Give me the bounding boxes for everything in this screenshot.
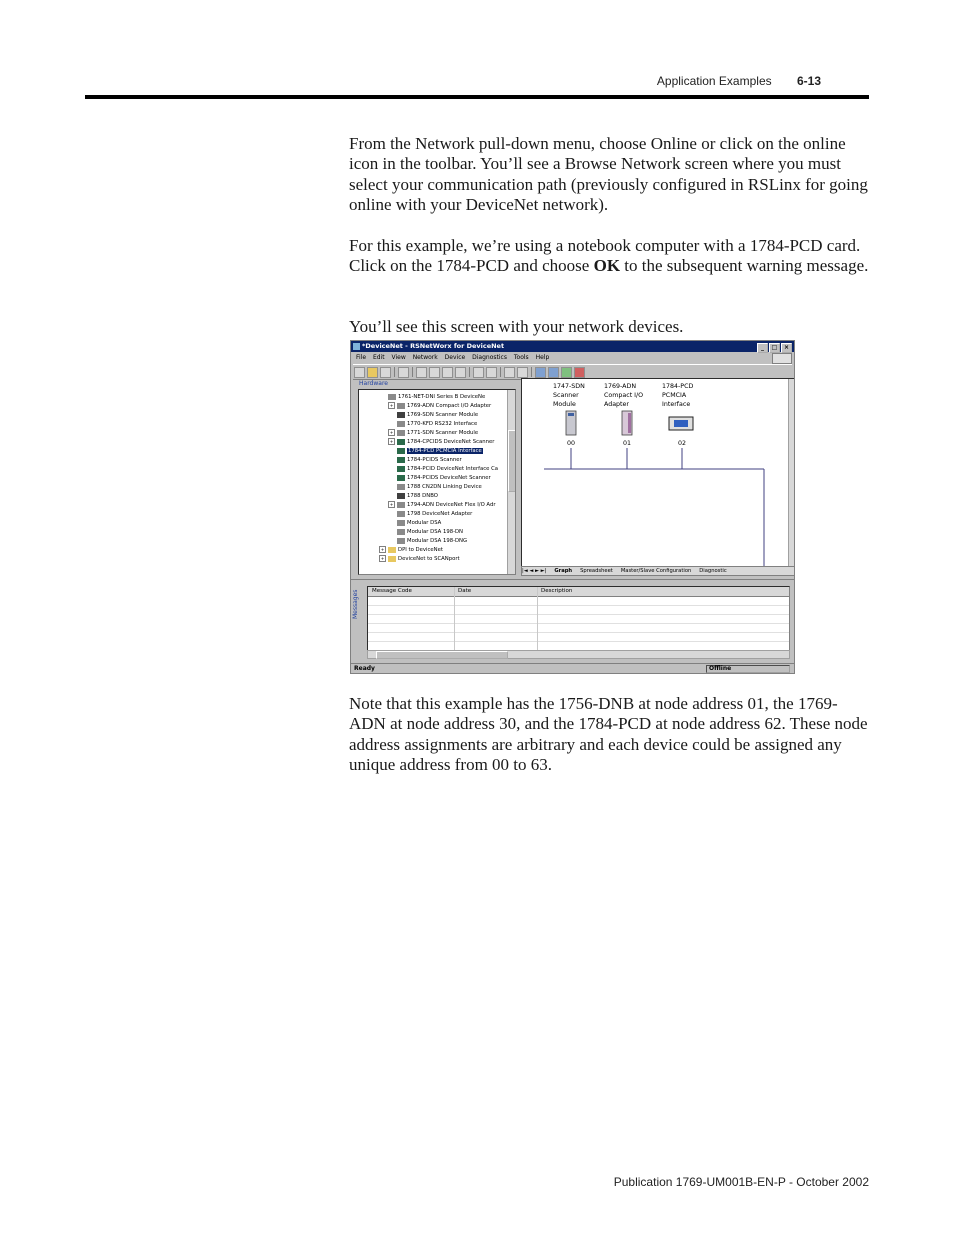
expand-icon[interactable]: +	[389, 502, 394, 507]
device-icon	[397, 493, 405, 499]
tree-item[interactable]	[397, 537, 467, 545]
tree-item[interactable]	[397, 465, 498, 473]
rsnetworx-screenshot	[350, 340, 795, 674]
running-header	[657, 74, 821, 88]
status-offline: Offline	[709, 665, 732, 672]
app-icon	[353, 343, 360, 350]
scroll-thumb[interactable]	[376, 651, 508, 659]
device-icon	[397, 520, 405, 526]
hardware-label: Hardware	[359, 380, 388, 387]
status-ready: Ready	[354, 665, 375, 672]
tree-item[interactable]	[388, 501, 496, 509]
upload-icon[interactable]	[561, 367, 572, 378]
menu-diagnostics[interactable]: Diagnostics	[472, 354, 507, 361]
toolbar-separator	[531, 367, 532, 377]
device-label-adapter	[604, 382, 643, 409]
header-rule	[85, 95, 869, 99]
col-message-code[interactable]: Message Code	[372, 588, 412, 594]
device-icon	[388, 394, 396, 400]
copy-icon[interactable]	[429, 367, 440, 378]
window-buttons	[756, 342, 792, 353]
col-description[interactable]: Description	[541, 588, 573, 594]
tree-item[interactable]	[397, 492, 438, 500]
status-bar	[351, 663, 794, 673]
download-icon[interactable]	[574, 367, 585, 378]
tab-nav-arrows[interactable]: |◄ ◄ ► ►|	[522, 568, 547, 574]
expand-icon[interactable]: +	[389, 430, 394, 435]
paragraph-text	[349, 236, 869, 277]
tree-item-label: 1770-KFD RS232 Interface	[407, 421, 478, 427]
graph-tabs	[521, 566, 795, 576]
tree-item[interactable]	[379, 546, 443, 554]
tree-item[interactable]	[379, 555, 460, 563]
scroll-thumb[interactable]	[508, 430, 516, 492]
tab-graph[interactable]: Graph	[554, 568, 573, 574]
network-graph[interactable]	[521, 378, 795, 568]
tree-item-label: 1784-PCIDS DeviceNet Scanner	[407, 475, 491, 481]
device-label-scanner	[553, 382, 585, 409]
device-icon	[397, 538, 405, 544]
column-divider	[454, 587, 455, 651]
tree-item-label: 1798 DeviceNet Adapter	[407, 511, 473, 517]
paragraph-example	[349, 236, 869, 277]
menu-tools[interactable]: Tools	[513, 354, 529, 361]
tree-item-label: 1788 DNBO	[407, 493, 438, 499]
minimize-button[interactable]: _	[757, 343, 768, 353]
tree-item-label: 1769-SDN Scanner Module	[407, 412, 479, 418]
device-label-line: Compact I/O	[604, 392, 644, 399]
menu-bar	[351, 353, 794, 363]
tree-item[interactable]	[388, 402, 491, 410]
toolbar-separator	[412, 367, 413, 377]
device-label-line: 1784-PCD	[662, 383, 694, 390]
menu-edit[interactable]: Edit	[372, 354, 385, 361]
text-run: to the subsequent warning message.	[620, 256, 869, 276]
tree-item[interactable]	[397, 519, 441, 527]
paragraph-text: From the Network pull-down menu, choose Online or click on the online icon in the toolbar. You’ll see a Browse Network screen where you must select your communication path (previously configured in RSLinx for going online with your DeviceNet network).	[349, 134, 868, 215]
ok-emphasis: OK	[593, 256, 621, 276]
device-label-line: Scanner	[553, 392, 579, 399]
table-row	[368, 597, 789, 606]
paragraph-node-addresses	[349, 694, 869, 776]
tree-item-label: 1769-ADN Compact I/O Adapter	[407, 403, 492, 409]
zoom-in-icon[interactable]	[473, 367, 484, 378]
device-icon	[388, 556, 396, 562]
column-divider	[537, 587, 538, 651]
col-date[interactable]: Date	[458, 588, 472, 594]
table-row	[368, 615, 789, 624]
tree-item-label: Modular DSA 198-DNG	[407, 538, 468, 544]
device-icon	[397, 484, 405, 490]
online-indicator-icon	[772, 353, 792, 364]
tree-item-label: 1788 CN2DN Linking Device	[407, 484, 482, 490]
maximize-button[interactable]: □	[769, 343, 780, 353]
device-icon	[397, 412, 405, 418]
close-button[interactable]: ×	[781, 343, 792, 353]
tree-item[interactable]	[397, 474, 491, 482]
tree-item[interactable]	[397, 447, 483, 455]
tree-item-label: 1784-PCD PCMCIA Interface	[408, 448, 482, 454]
device-icon	[397, 475, 405, 481]
open-icon[interactable]	[367, 367, 378, 378]
toolbar-separator	[469, 367, 470, 377]
tab-spreadsheet[interactable]: Spreadsheet	[580, 568, 613, 574]
device-icon	[397, 511, 405, 517]
menu-network[interactable]: Network	[412, 354, 438, 361]
window-titlebar	[351, 341, 794, 352]
text-run: For this example, we’re using a notebook computer with a 1784-PCD card. Click on the 1784-PCD and choose	[349, 236, 861, 276]
menu-view[interactable]: View	[391, 354, 406, 361]
graph-scrollbar[interactable]	[788, 379, 795, 567]
paragraph-text: Note that this example has the 1756-DNB at node address 01, the 1769-ADN at node address 30, and the 1784-PCD at node address 62. These node address assignments are arbitrary and each device could be assigned any unique address from 00 to 63.	[349, 694, 868, 775]
device-icon	[397, 502, 405, 508]
list-view-icon[interactable]	[517, 367, 528, 378]
tree-item[interactable]	[397, 483, 482, 491]
device-icon	[397, 466, 405, 472]
tree-item[interactable]	[397, 456, 462, 464]
zoom-out-icon[interactable]	[486, 367, 497, 378]
device-label-line: Module	[553, 401, 576, 408]
tab-diagnostic[interactable]: Diagnostic	[699, 568, 727, 574]
tree-item-label: Modular DSA	[407, 520, 442, 526]
paragraph-text: You’ll see this screen with your network devices.	[349, 317, 684, 336]
expand-icon[interactable]: +	[389, 403, 394, 408]
device-label-line: Interface	[662, 401, 691, 408]
device-icon	[397, 439, 405, 445]
tree-item-label: 1771-SDN Scanner Module	[407, 430, 479, 436]
tree-scrollbar[interactable]	[507, 390, 515, 574]
toolbar-separator	[394, 367, 395, 377]
toolbar-separator	[500, 367, 501, 377]
tree-item-label: 1784-PCIDS Scanner	[407, 457, 462, 463]
expand-icon[interactable]: +	[389, 439, 394, 444]
tree-item-label: DeviceNet to SCANport	[398, 556, 460, 562]
window-title: *DeviceNet - RSNetWorx for DeviceNet	[362, 342, 505, 350]
messages-side	[352, 584, 362, 660]
device-icon	[397, 403, 405, 409]
delete-icon[interactable]	[455, 367, 466, 378]
tree-item[interactable]	[388, 429, 478, 437]
device-icon	[397, 421, 405, 427]
cut-icon[interactable]	[416, 367, 427, 378]
tree-item[interactable]	[388, 438, 494, 446]
new-icon[interactable]	[354, 367, 365, 378]
tree-item-label: 1784-CPCIDS DeviceNet Scanner	[407, 439, 495, 445]
node-address-label: 01	[623, 440, 632, 447]
online-icon[interactable]	[535, 367, 546, 378]
tree-item[interactable]	[397, 411, 478, 419]
print-icon[interactable]	[398, 367, 409, 378]
menu-file[interactable]: File	[356, 354, 367, 361]
tree-item[interactable]	[388, 393, 485, 401]
paragraph-screen-intro	[349, 317, 869, 337]
messages-label: Messages	[352, 589, 359, 619]
paste-icon[interactable]	[442, 367, 453, 378]
table-row	[368, 606, 789, 615]
tree-item[interactable]	[397, 420, 477, 428]
expand-icon[interactable]: +	[380, 556, 385, 561]
adapter-detail-icon	[628, 413, 631, 433]
menu-device[interactable]: Device	[444, 354, 466, 361]
node-address-label: 02	[678, 440, 687, 447]
pcmcia-card-screen-icon	[674, 420, 688, 427]
tree-view-icon[interactable]	[504, 367, 515, 378]
publication-footer: Publication 1769-UM001B-EN-P - October 2002	[613, 1175, 869, 1189]
tree-item-label: DPI to DeviceNet	[398, 547, 443, 553]
expand-icon[interactable]: +	[380, 547, 385, 552]
table-row	[368, 633, 789, 642]
device-icon	[388, 547, 396, 553]
tree-item-label: Modular DSA 198-DN	[407, 529, 464, 535]
network-icon[interactable]	[548, 367, 559, 378]
device-label-line: Adapter	[604, 401, 629, 408]
messages-table[interactable]	[367, 586, 790, 652]
page-number: 6-13	[796, 74, 821, 88]
tree-item-label: 1784-PCID DeviceNet Interface Ca	[407, 466, 499, 472]
save-icon[interactable]	[380, 367, 391, 378]
device-icon	[397, 448, 405, 454]
paragraph-online	[349, 134, 869, 216]
tree-item-label: 1761-NET-DNI Series B DeviceNe	[398, 394, 486, 400]
messages-header	[368, 587, 789, 597]
messages-scrollbar[interactable]	[367, 650, 790, 659]
menu-help[interactable]: Help	[535, 354, 550, 361]
device-label-line: 1747-SDN	[553, 383, 585, 390]
tree-item[interactable]	[397, 510, 472, 518]
device-label-line: 1769-ADN	[604, 383, 637, 390]
hardware-tree[interactable]	[358, 389, 516, 575]
device-icon	[397, 529, 405, 535]
tab-master-slave[interactable]: Master/Slave Configuration	[620, 568, 692, 574]
section-title: Application Examples	[656, 74, 772, 88]
tree-item[interactable]	[397, 528, 463, 536]
tree-item-label: 1794-ADN DeviceNet Flex I/O Adr	[407, 502, 496, 508]
device-label-line: PCMCIA	[662, 392, 687, 399]
scanner-module-detail-icon	[568, 413, 574, 416]
node-address-label: 00	[567, 440, 576, 447]
device-icon	[397, 430, 405, 436]
messages-panel	[351, 579, 794, 666]
device-icon	[397, 457, 405, 463]
device-label-pcd	[662, 382, 693, 409]
table-row	[368, 624, 789, 633]
